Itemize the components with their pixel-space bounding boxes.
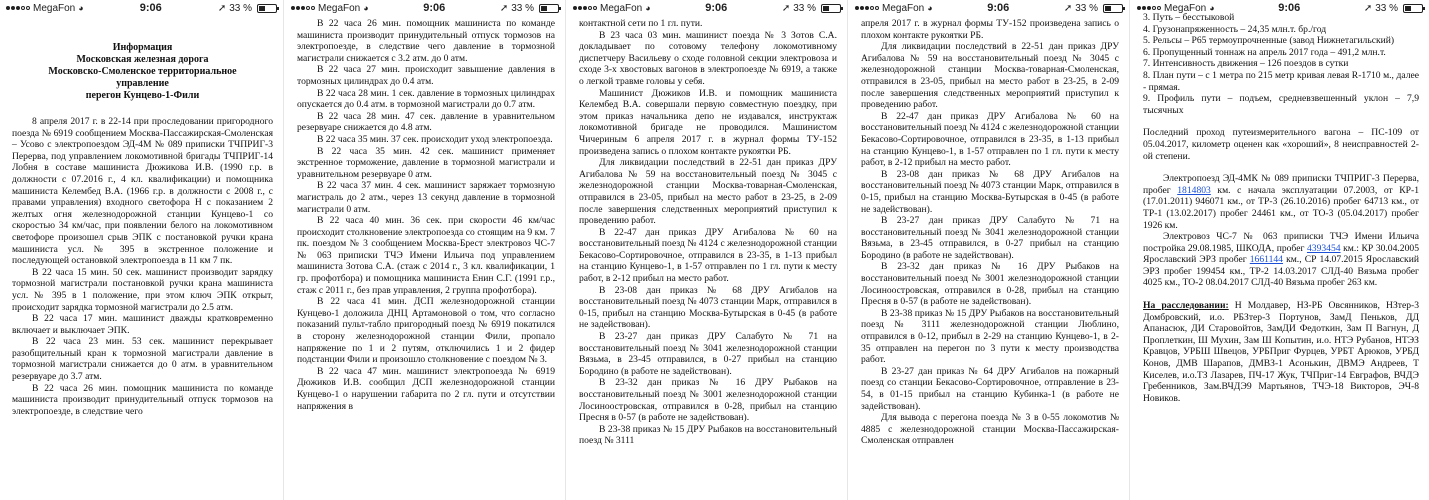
mileage-link[interactable]: 4393454 (1306, 242, 1341, 254)
mileage-link[interactable]: 1661144 (1249, 254, 1283, 266)
screenshot-panel-3 (567, 0, 848, 500)
battery-percent: 33 % (793, 2, 816, 14)
paragraph: В 23-27 дан приказ ДРУ Салабуто № 71 на восстановительный поезд № 3041 железнодорожной станции Вязьма, в 23-45 отправился, в 0-27 прибыл на станцию Бородино (в работе не задействован). (861, 215, 1119, 261)
paragraph: В 22 часа 26 мин. помощник машиниста по команде машиниста производит принудительный отпуск тормозов на электропоезде, в следствие чего давление в тормозной магистрали снижается с 3.2 атм. до 0 атм. (297, 18, 555, 64)
paragraph: В 23-38 приказ № 15 ДРУ Рыбаков на восстановительный поезд № 3111 (579, 423, 837, 447)
paragraph: В 22 часа 47 мин. машинист электропоезда № 6919 Дюжиков И.В. сообщил ДСП железнодорожной станции Кунцево-1 о нарушении габарита по 2 гл. пути и отсутствии напряжения в (297, 365, 555, 412)
list-item: 8. План пути – с 1 метра по 215 метр кривая левая R-1710 м., далее - прямая. (1143, 69, 1419, 93)
carrier: MegaFon (882, 2, 925, 14)
clock: 9:06 (1278, 2, 1301, 14)
battery-percent: 33 % (511, 2, 534, 14)
carrier: MegaFon (318, 2, 361, 14)
paragraph: В 22 часа 35 мин. 37 сек. происходит уход электропоезда. (317, 133, 553, 145)
carrier: MegaFon (1164, 2, 1207, 14)
paragraph: На расследовании: Н Молдавер, НЗ-РБ Овсянников, НЗтер-3 Домбровский, и.о. РБЗтер-3 Портунов, ЗамД Пеньков, ДД Апанасюк, ДИ Старовойтов, ЗамДИ Федоткин, Зам П Вагнун, Д Проплеткин, Ш Мухин, Зам Ш Копытин, и.о. НТЭ Рубанов, НТЭЗ Кравцов, УРБШ Швецов, УРБПриг Фурцев, УРБТ Арюков, УРБД Конов, ДМВ Шарапов, ДМВЗ-1 Асонькин, ДВМЭ Андреев, Т Киселев, и.о.ТЗ Лазарев, ПЧ-17 Жук, ТЧПриг-14 Евграфов, ВЧДЭ Гребенников, Зам.ВЧДЭ9 Мартьянов, ТЧЭ-18 Викторов, ЭЧ-8 Новиков. (1143, 300, 1419, 404)
paragraph: В 23-32 дан приказ № 16 ДРУ Рыбаков на восстановительный поезд № 3001 железнодорожной станции Лосиноостровская, отправился в 0-28, прибыл на станцию Пресня в 0-57 (в работе не задействован). (579, 377, 837, 424)
signal-icon (1137, 6, 1161, 10)
location-arrow-icon: ➚ (1063, 2, 1073, 14)
paragraph: В 23-08 дан приказ № 68 ДРУ Агибалов на восстановительный поезд № 4073 станции Марк, отправился в 0-15, прибыл на станцию Москва-Бутырская в 0-45 (в работе не задействован). (579, 284, 837, 331)
paragraph: В 22 часа 28 мин. 47 сек. давление в уравнительном резервуаре снижается до 4.8 атм. (297, 110, 555, 134)
wifi-icon: ◕ (1209, 3, 1215, 13)
document-title: Информация Московская железная дорога Московско-Смоленское территориальное управление перегон Кунцево-1-Фили (48, 42, 237, 101)
wifi-icon: ◕ (78, 3, 84, 13)
list-item: 6. Пропущенный тоннаж на апрель 2017 года – 491,2 млн.т. (1143, 46, 1386, 58)
document-text (0, 16, 283, 417)
paragraph: В 22 часа 15 мин. 50 сек. машинист производит зарядку тормозной магистрали постановкой ручки крана машиниста усл. № 395 в 1 положение, при этом ключ ЭПК открыт, происходит зарядка тормозной магистрали до 2.5 атм. (12, 266, 273, 313)
battery-icon (821, 4, 841, 13)
paragraph: В 22 часа 28 мин. 1 сек. давление в тормозных цилиндрах опускается до 0.4 атм. в тормозной магистрали до 0.7 атм. (297, 87, 555, 111)
mileage-link[interactable]: 1814803 (1177, 184, 1211, 196)
paragraph: Электровоз ЧС-7 № 063 приписки ТЧЭ Имени Ильича постройка 29.08.1985, ШКОДА, пробег 4393454 км.: КР 30.04.2005 Ярославский ЭРЗ пробег 1661144 км., СР 14.07.2015 Ярославский ЭРЗ пробег 199454 км., ТР-2 14.03.2017 СЛД-40 Вязьма пробег 4025 км., ТО-2 08.04.2017 СЛД-40 Вязьма пробег 263 км. (1143, 231, 1419, 289)
carrier: MegaFon (33, 2, 76, 14)
battery-icon (1403, 4, 1423, 13)
battery-percent: 33 % (1375, 2, 1398, 14)
location-arrow-icon: ➚ (781, 2, 791, 14)
location-arrow-icon: ➚ (217, 2, 227, 14)
paragraph: В 22 часа 37 мин. 4 сек. машинист заряжает тормозную магистраль до 2 атм., через 13 секунд давление в тормозной магистрали 0 атм. (297, 180, 555, 215)
screenshot-panel-2 (285, 0, 566, 500)
document-text (849, 16, 1129, 447)
carrier: MegaFon (600, 2, 643, 14)
location-arrow-icon: ➚ (499, 2, 509, 14)
paragraph: Для ликвидации последствий в 22-51 дан приказ ДРУ Агибалова № 59 на восстановительный поезд № 3045 с железнодорожной станции Москва-товарная-Смоленская, отправился в 23-05, прибыл на место работ в 23-25, в 2-09 после завершения следственных мероприятий приступил к проведению работ. (861, 41, 1119, 111)
battery-icon (1103, 4, 1123, 13)
paragraph: В 22 часа 17 мин. машинист дважды кратковременно включает и выключает ЭПК. (12, 313, 273, 336)
clock: 9:06 (705, 2, 728, 14)
status-bar (849, 0, 1129, 16)
paragraph: апреля 2017 г. в журнал формы ТУ-152 произведена запись о плохом контакте рукоятки РБ. (861, 18, 1119, 41)
paragraph: В 22 часа 41 мин. ДСП железнодорожной станции Кунцево-1 доложила ДНЦ Артамоновой о том, что согласно показаний пульт-табло пригородный поезд № 6919 покатился в сторону железнодорожной станции Фили, пропало напряжение по 1 и 2 путям, отключились 1 и 2 фидер подстанции Фили и произошло столкновение с поездом № 3. (297, 296, 555, 366)
paragraph: В 23-08 дан приказ № 68 ДРУ Агибалов на восстановительный поезд № 4073 станции Марк, отправился в 0-15, прибыл на станцию Москва-Бутырская в 0-45 (в работе не задействован). (861, 168, 1119, 215)
clock: 9:06 (987, 2, 1010, 14)
signal-icon (855, 6, 879, 10)
paragraph: Для ликвидации последствий в 22-51 дан приказ ДРУ Агибалова № 59 на восстановительный поезд № 3045 с железнодорожной станции Москва-товарная-Смоленская, отправился в 23-05, прибыл на место работ в 23-25, в 2-09 после завершения следственных мероприятий приступил к проведению работ. (579, 157, 837, 227)
paragraph: В 22 часа 40 мин. 36 сек. при скорости 46 км/час происходит столкновение электропоезда со стоящим на 9 км. 7 пк. поездом № 3 сообщением Москва-Брест электровоз ЧС-7 № 063 приписки ТЧЭ Имени Ильича под управлением машиниста Зотова С.А. (стаж с 2014 г., 3 кл. квалификации, 1 гр. профотбора) и помощника машиниста Енин С.Г. (1991 г.р., стаж с 2011 г., без прав управления, 2 группа профотбора). (297, 215, 555, 296)
battery-icon (539, 4, 559, 13)
battery-percent: 33 % (229, 2, 252, 14)
wifi-icon: ◕ (927, 3, 933, 13)
paragraph: Для вывода с перегона поезда № 3 в 0-55 локомотив № 4885 с железнодорожной станции Москва-Пассажирская-Смоленская отправлен (861, 412, 1119, 447)
paragraph: контактной сети по 1 гл. пути. (579, 18, 703, 29)
paragraph: В 23-38 приказ № 15 ДРУ Рыбаков на восстановительный поезд № 3111 железнодорожной станции Люблино, отправился в 0-12, прибыл в 2-29 на станцию Кунцево-1, в 2-35 отправлен на перегон по 3 пути к месту производства работ. (861, 307, 1119, 366)
paragraph: В 23-27 дан приказ № 64 ДРУ Агибалов на пожарный поезд со станции Бекасово-Сортировочное, отправление в 23-54, в 01-15 прибыл на станцию Кубинка-1 (в работе не задействован). (861, 365, 1119, 412)
paragraph: В 22 часа 27 мин. происходит завышение давления в тормозных цилиндрах до 0.4 атм. (297, 64, 555, 87)
screenshot-panel-5 (1131, 0, 1429, 500)
paragraph: Электропоезд ЭД-4МК № 089 приписки ТЧПРИГ-3 Перерва, пробег 1814803 км. с начала эксплуатации 07.2003, от КР-1 (17.01.2011) 946071 км., от ТР-3 (26.10.2016) пробег 64713 км., от ТР-1 (13.02.2017) пробег 24461 км., от ТО-3 (05.04.2017) пробег 1926 км. (1143, 173, 1419, 231)
list-item: 5. Рельсы – Р65 термоупрочненные (завод Нижнетагильский) (1143, 35, 1395, 47)
clock: 9:06 (139, 2, 162, 14)
wifi-icon: ◕ (645, 3, 651, 13)
paragraph: В 23 часа 03 мин. машинист поезда № 3 Зотов С.А. докладывает по сотовому телефону локомотивному диспетчеру Васильеву о сходе головной секции электровоза и сходе 3-х хвостовых вагонов в электропоезде № 6919, а также о легкой травме головы у себя. (579, 29, 837, 87)
paragraph: В 22-47 дан приказ ДРУ Агибалова № 60 на восстановительный поезд № 4124 с железнодорожной станции Бекасово-Сортировочное, отправился в 23-35, в 1-13 прибыл на станцию Кунцево-1, в 1-57 отправлен по 1 гл. пути к месту работ, в 2-12 прибыл на место работ. (861, 110, 1119, 169)
status-bar (567, 0, 847, 16)
wifi-icon: ◕ (363, 3, 369, 13)
clock: 9:06 (423, 2, 446, 14)
paragraph: В 22 часа 23 мин. 53 сек. машинист перекрывает разобщительный кран к тормозной магистрали давление в тормозной магистрали снижается до 0 атм. в уравнительном резервуаре до 3.7 атм. (12, 336, 273, 383)
list-item: 9. Профиль пути – подъем, средневзвешенный уклон – 7,9 тысячных (1143, 93, 1419, 116)
battery-percent: 33 % (1075, 2, 1098, 14)
paragraph: Машинист Дюжиков И.В. и помощник машиниста Келембед В.А. совершали первую совместную поездку, при этом приказ начальника депо не издавался, инструктаж локомотивной бригаде не проводился. Машинистом Чичериным 6 апреля 2017 г. в журнал формы ТУ-152 произведена запись о плохом контакте рукоятки РБ. (579, 87, 837, 157)
signal-icon (6, 6, 30, 10)
location-arrow-icon: ➚ (1363, 2, 1373, 14)
paragraph: В 22 часа 35 мин. 42 сек. машинист применяет экстренное торможение, давление в тормозной магистрали и уравнительном резервуаре 0 атм. (297, 145, 555, 180)
paragraph: 8 апреля 2017 г. в 22-14 при проследовании пригородного поезда № 6919 сообщением Москва-Пассажирская-Смоленская – Усово с электропоездом ЭД-4М № 089 приписки ТЧПРИГ-3 Перерва, под управлением локомотивной бригады ТЧПРИГ-14 Лобня в составе машиниста Дюжикова И.В. (1990 г.р. в должности с 07.2016 г., 4 кл. квалификации) и помощника машиниста Келембед В.А. (1966 г.р. в должности с 2008 г., с правами управления) входного светофора Н с показанием 2 желтых огня железнодорожной станции Кунцево-1 со скоростью 34 км/час, при появлении белого на локомотивном светофоре произошел срыв ЭПК с постановкой ручки крана машиниста усл. № 395 в экстренное положение и последующей остановкой электропоезда в 11 км 7 пк. (12, 116, 273, 267)
team-label: На расследовании: (1143, 300, 1229, 312)
signal-icon (573, 6, 597, 10)
screenshot-panel-4 (849, 0, 1130, 500)
paragraph: Последний проход путеизмерительного вагона – ПС-109 от 05.04.2017, километр оценен как «хороший», 8 неисправностей 2-ой степени. (1143, 127, 1419, 162)
signal-icon (291, 6, 315, 10)
paragraph: В 23-32 дан приказ № 16 ДРУ Рыбаков на восстановительный поезд № 3001 железнодорожной станции Лосиноостровская, отправился в 0-28, прибыл на станцию Пресня в 0-57 (в работе не задействован). (861, 261, 1119, 308)
document-text (567, 16, 847, 447)
list-item: 3. Путь – бесстыковой (1143, 12, 1235, 23)
status-bar (285, 0, 565, 16)
paragraph: В 23-27 дан приказ ДРУ Салабуто № 71 на восстановительный поезд № 3041 железнодорожной станции Вязьма, в 23-45 отправился, в 0-27 прибыл на станцию Бородино (в работе не задействован). (579, 331, 837, 377)
document-text (285, 16, 565, 412)
paragraph: В 22 часа 26 мин. помощник машиниста по команде машиниста производит принудительный отпуск тормозов на электропоезде, в следствие чего (12, 382, 273, 417)
screenshot-panel-1 (0, 0, 284, 500)
paragraph: В 22-47 дан приказ ДРУ Агибалова № 60 на восстановительный поезд № 4124 с железнодорожной станции Бекасово-Сортировочное, отправился в 23-35, в 1-13 прибыл на станцию Кунцево-1, в 1-57 отправлен по 1 гл. пути к месту работ, в 2-12 прибыл на место работ. (579, 226, 837, 285)
document-text (1131, 10, 1429, 404)
status-bar (0, 0, 283, 16)
battery-icon (257, 4, 277, 13)
list-item: 4. Грузонапряженность – 24,35 млн.т. бр./год (1143, 23, 1327, 35)
list-item: 7. Интенсивность движения – 126 поездов в сутки (1143, 58, 1349, 70)
